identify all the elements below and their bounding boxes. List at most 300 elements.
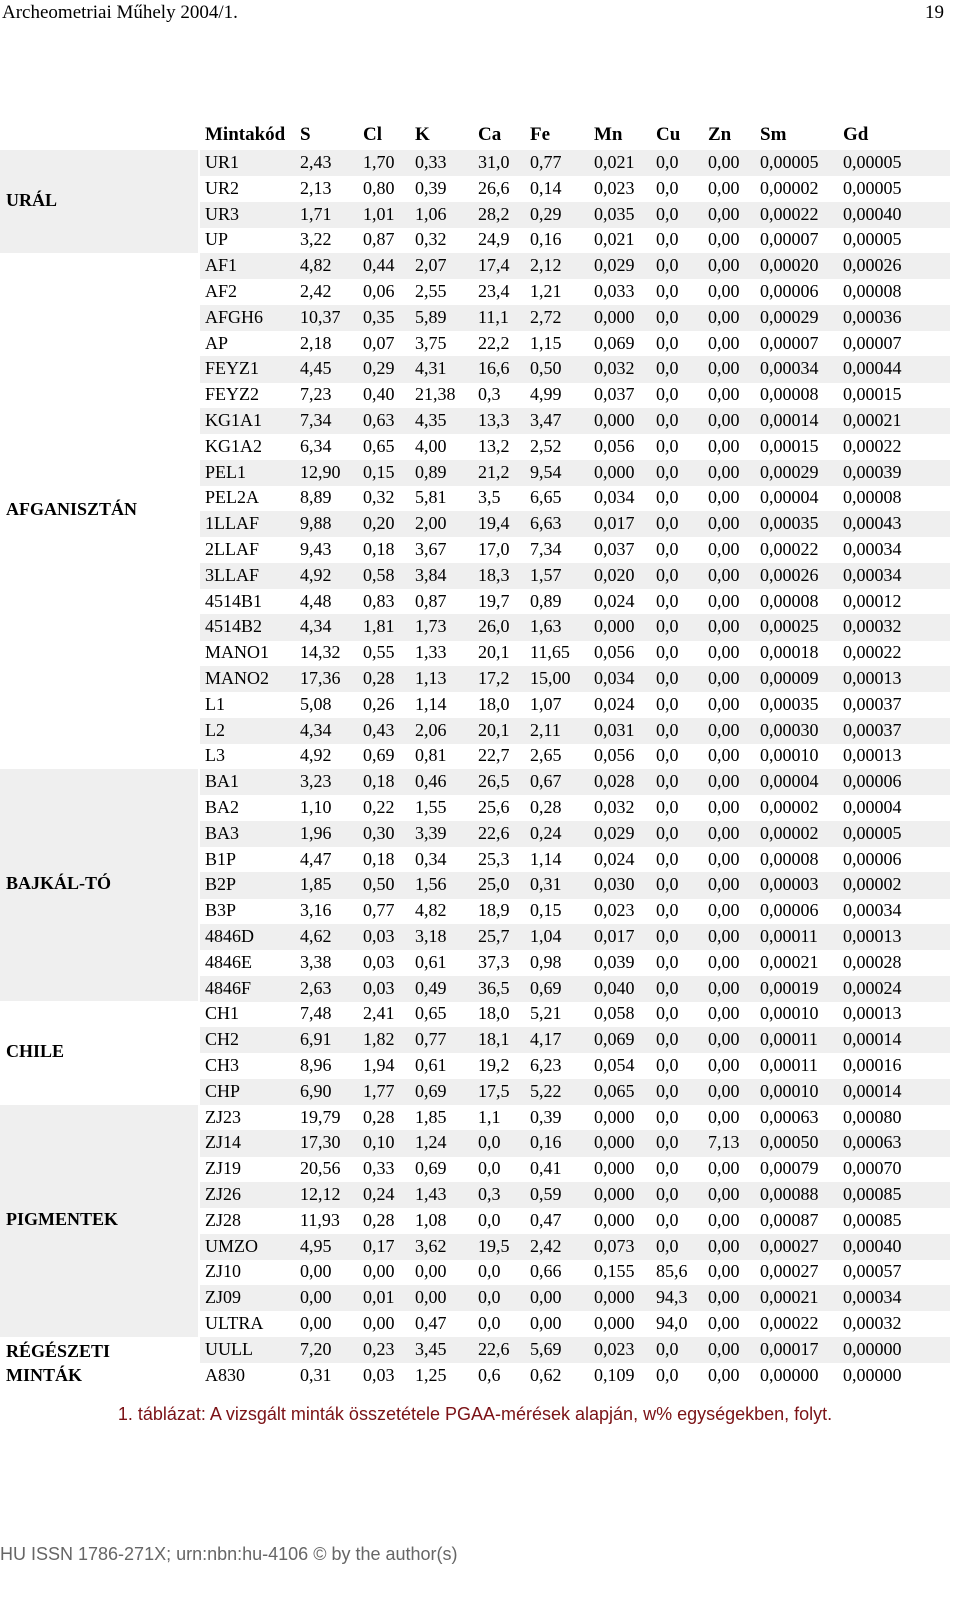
- cell-zn: 0,00: [708, 1080, 740, 1101]
- cell-fe: 0,50: [530, 358, 562, 379]
- cell-k: 0,69: [415, 1158, 447, 1179]
- cell-fe: 1,04: [530, 926, 562, 946]
- cell-mn: 0,034: [594, 487, 635, 508]
- cell-sm: 0,00063: [760, 1106, 819, 1127]
- cell-s: 7,20: [300, 1338, 332, 1359]
- cell-zn: 0,00: [708, 848, 740, 869]
- cell-mn: 0,056: [594, 642, 635, 663]
- cell-s: 6,34: [300, 435, 332, 456]
- cell-mn: 0,000: [594, 1287, 635, 1308]
- cell-sm: 0,00079: [760, 1158, 819, 1179]
- cell-fe: 1,15: [530, 332, 562, 353]
- table-row: [200, 511, 950, 537]
- cell-zn: 0,00: [708, 229, 740, 250]
- group-label-text: RÉGÉSZETI MINTÁK: [6, 1340, 111, 1385]
- cell-s: 20,56: [300, 1158, 341, 1179]
- table-row: [200, 692, 950, 718]
- cell-ca: 13,2: [478, 435, 510, 456]
- table-row: [200, 924, 950, 950]
- cell-s: 3,16: [300, 900, 332, 921]
- column-header-k: K: [415, 124, 430, 145]
- cell-fe: 0,00: [530, 1313, 562, 1333]
- cell-code: ZJ14: [205, 1132, 241, 1153]
- table-row: [200, 1079, 950, 1105]
- cell-ca: 23,4: [478, 281, 510, 301]
- table-row: [200, 150, 950, 176]
- cell-s: 1,71: [300, 203, 332, 224]
- cell-k: 0,81: [415, 745, 447, 766]
- cell-gd: 0,00007: [843, 332, 902, 353]
- cell-code: CH3: [205, 1055, 240, 1075]
- cell-code: L2: [205, 719, 225, 740]
- cell-zn: 0,00: [708, 564, 740, 585]
- cell-k: 2,00: [415, 513, 447, 534]
- cell-code: KG1A2: [205, 435, 262, 456]
- cell-zn: 0,00: [708, 410, 740, 430]
- cell-k: 0,65: [415, 1003, 447, 1024]
- cell-ca: 19,4: [478, 513, 510, 534]
- cell-fe: 6,65: [530, 487, 562, 508]
- table-row: [200, 872, 950, 898]
- group-label-text: BAJKÁL-TÓ: [6, 873, 112, 894]
- cell-fe: 4,17: [530, 1029, 562, 1050]
- cell-ca: 19,7: [478, 590, 510, 611]
- cell-fe: 0,89: [530, 590, 562, 611]
- cell-sm: 0,00020: [760, 255, 819, 276]
- table-row: [200, 253, 950, 279]
- cell-sm: 0,00025: [760, 616, 819, 637]
- cell-sm: 0,00009: [760, 668, 819, 688]
- cell-cl: 0,80: [363, 177, 395, 198]
- cell-mn: 0,023: [594, 1338, 635, 1359]
- cell-cl: 0,03: [363, 1364, 395, 1385]
- cell-zn: 0,00: [708, 590, 740, 611]
- cell-code: ZJ23: [205, 1106, 241, 1127]
- cell-gd: 0,00006: [843, 848, 902, 869]
- cell-cl: 1,70: [363, 152, 395, 172]
- cell-fe: 11,65: [530, 642, 570, 663]
- cell-code: BA1: [205, 771, 240, 792]
- cell-mn: 0,037: [594, 539, 635, 559]
- cell-s: 4,34: [300, 719, 332, 740]
- cell-cu: 0,0: [656, 177, 679, 198]
- cell-s: 0,31: [300, 1364, 332, 1385]
- cell-mn: 0,029: [594, 822, 635, 843]
- cell-gd: 0,00040: [843, 1235, 902, 1256]
- cell-fe: 0,39: [530, 1106, 562, 1127]
- cell-gd: 0,00037: [843, 693, 902, 714]
- cell-k: 1,06: [415, 203, 447, 224]
- cell-code: AF1: [205, 255, 238, 276]
- cell-zn: 0,00: [708, 668, 740, 688]
- cell-zn: 0,00: [708, 1364, 740, 1385]
- cell-gd: 0,00034: [843, 564, 902, 585]
- cell-mn: 0,031: [594, 719, 635, 740]
- group-label-text: AFGANISZTÁN: [6, 499, 138, 520]
- table-row: [200, 1363, 950, 1389]
- cell-code: UR2: [205, 177, 240, 198]
- cell-gd: 0,00013: [843, 926, 902, 946]
- cell-gd: 0,00016: [843, 1055, 902, 1075]
- cell-fe: 5,69: [530, 1338, 562, 1359]
- table-row: [200, 1234, 950, 1260]
- cell-gd: 0,00085: [843, 1209, 902, 1230]
- cell-cl: 0,28: [363, 1106, 395, 1127]
- cell-sm: 0,00007: [760, 229, 819, 250]
- column-header-s: S: [300, 124, 311, 145]
- cell-code: UR1: [205, 152, 240, 172]
- cell-gd: 0,00006: [843, 771, 902, 792]
- cell-zn: 0,00: [708, 358, 740, 379]
- cell-zn: 0,00: [708, 719, 740, 740]
- cell-code: CHP: [205, 1080, 241, 1101]
- cell-gd: 0,00008: [843, 487, 902, 508]
- cell-k: 0,47: [415, 1313, 447, 1333]
- cell-s: 17,36: [300, 668, 341, 688]
- cell-ca: 3,5: [478, 487, 501, 508]
- cell-ca: 0,0: [478, 1287, 501, 1308]
- table-row: [200, 382, 950, 408]
- cell-sm: 0,00022: [760, 1313, 819, 1333]
- table-row: [200, 227, 950, 253]
- cell-fe: 3,47: [530, 410, 562, 430]
- cell-cu: 0,0: [656, 152, 679, 172]
- cell-ca: 31,0: [478, 152, 510, 172]
- cell-cu: 0,0: [656, 1235, 679, 1256]
- cell-fe: 0,31: [530, 874, 562, 895]
- cell-s: 7,34: [300, 410, 332, 430]
- cell-sm: 0,00029: [760, 461, 819, 482]
- cell-ca: 25,7: [478, 926, 510, 946]
- cell-mn: 0,000: [594, 1132, 635, 1153]
- cell-code: 4846F: [205, 977, 252, 998]
- cell-ca: 1,1: [478, 1106, 501, 1127]
- cell-zn: 0,00: [708, 900, 740, 921]
- cell-cl: 0,17: [363, 1235, 395, 1256]
- cell-s: 12,90: [300, 461, 341, 482]
- cell-cl: 0,55: [363, 642, 395, 663]
- cell-mn: 0,024: [594, 590, 635, 611]
- table-row: [200, 1285, 950, 1311]
- cell-cl: 0,43: [363, 719, 395, 740]
- column-header-code: Mintakód: [205, 124, 286, 145]
- cell-fe: 0,69: [530, 977, 562, 998]
- cell-code: BA3: [205, 822, 240, 843]
- cell-code: UR3: [205, 203, 240, 224]
- cell-fe: 0,24: [530, 822, 562, 843]
- cell-cl: 0,23: [363, 1338, 395, 1359]
- cell-fe: 0,16: [530, 1132, 562, 1153]
- cell-s: 17,30: [300, 1132, 341, 1153]
- cell-code: AFGH6: [205, 306, 264, 327]
- table-row: [200, 950, 950, 976]
- cell-zn: 0,00: [708, 487, 740, 508]
- cell-s: 2,13: [300, 177, 332, 198]
- table-row: [200, 563, 950, 589]
- cell-cl: 1,77: [363, 1080, 395, 1101]
- cell-mn: 0,000: [594, 1106, 635, 1127]
- table-column-header: [0, 124, 950, 150]
- cell-cu: 0,0: [656, 1184, 679, 1204]
- cell-cu: 0,0: [656, 926, 679, 946]
- cell-s: 12,12: [300, 1184, 341, 1204]
- cell-sm: 0,00011: [760, 1055, 818, 1075]
- cell-gd: 0,00005: [843, 822, 902, 843]
- cell-code: 4846E: [205, 951, 252, 972]
- cell-k: 1,08: [415, 1209, 447, 1230]
- table-row: [200, 1259, 950, 1285]
- cell-fe: 0,62: [530, 1364, 562, 1385]
- cell-cl: 0,58: [363, 564, 395, 585]
- cell-sm: 0,00035: [760, 513, 819, 534]
- cell-gd: 0,00063: [843, 1132, 902, 1153]
- cell-ca: 19,2: [478, 1055, 510, 1075]
- table-row: [200, 202, 950, 228]
- cell-cl: 0,00: [363, 1313, 395, 1333]
- cell-cl: 0,10: [363, 1132, 395, 1153]
- cell-cl: 0,69: [363, 745, 395, 766]
- cell-cl: 0,28: [363, 1209, 395, 1230]
- cell-code: PEL1: [205, 461, 247, 482]
- cell-zn: 0,00: [708, 1287, 740, 1308]
- cell-s: 2,18: [300, 332, 332, 353]
- cell-ca: 17,5: [478, 1080, 510, 1101]
- cell-ca: 16,6: [478, 358, 510, 379]
- cell-s: 4,48: [300, 590, 332, 611]
- cell-ca: 22,7: [478, 745, 510, 766]
- cell-cu: 85,6: [656, 1261, 688, 1282]
- cell-ca: 0,0: [478, 1158, 501, 1179]
- cell-gd: 0,00026: [843, 255, 902, 276]
- table-row: [200, 176, 950, 202]
- cell-sm: 0,00004: [760, 771, 819, 792]
- cell-cl: 0,18: [363, 539, 395, 559]
- cell-mn: 0,021: [594, 229, 635, 250]
- cell-ca: 18,0: [478, 1003, 510, 1024]
- cell-cl: 0,03: [363, 977, 395, 998]
- cell-ca: 21,2: [478, 461, 510, 482]
- cell-cl: 0,01: [363, 1287, 395, 1308]
- cell-s: 4,82: [300, 255, 332, 276]
- cell-s: 8,89: [300, 487, 332, 508]
- page-footer: HU ISSN 1786-271X; urn:nbn:hu-4106 © by the author(s): [0, 1544, 458, 1564]
- cell-ca: 0,0: [478, 1132, 501, 1153]
- table-row: [200, 718, 950, 744]
- cell-s: 0,00: [300, 1287, 332, 1308]
- cell-zn: 0,00: [708, 926, 740, 946]
- cell-k: 0,77: [415, 1029, 447, 1050]
- cell-sm: 0,00010: [760, 745, 819, 766]
- table-row: [200, 614, 950, 640]
- cell-s: 3,23: [300, 771, 332, 792]
- cell-code: ZJ26: [205, 1184, 241, 1204]
- cell-ca: 37,3: [478, 951, 510, 972]
- cell-sm: 0,00015: [760, 435, 819, 456]
- cell-zn: 0,00: [708, 874, 740, 895]
- cell-zn: 0,00: [708, 1313, 740, 1333]
- cell-cu: 0,0: [656, 410, 679, 430]
- cell-fe: 1,14: [530, 848, 562, 869]
- cell-zn: 0,00: [708, 1158, 740, 1179]
- cell-s: 11,93: [300, 1209, 340, 1230]
- cell-cu: 0,0: [656, 616, 679, 637]
- cell-zn: 7,13: [708, 1132, 740, 1153]
- cell-sm: 0,00002: [760, 822, 819, 843]
- cell-fe: 2,11: [530, 719, 561, 740]
- cell-gd: 0,00034: [843, 900, 902, 921]
- cell-fe: 0,28: [530, 797, 562, 817]
- cell-k: 21,38: [415, 384, 456, 405]
- cell-k: 0,89: [415, 461, 447, 482]
- cell-zn: 0,00: [708, 642, 740, 663]
- cell-sm: 0,00029: [760, 306, 819, 327]
- cell-cu: 0,0: [656, 900, 679, 921]
- cell-k: 3,39: [415, 822, 447, 843]
- cell-ca: 24,9: [478, 229, 510, 250]
- column-header-fe: Fe: [530, 124, 551, 145]
- cell-cl: 0,18: [363, 771, 395, 792]
- cell-code: ZJ19: [205, 1158, 241, 1179]
- table-row: [200, 1053, 950, 1079]
- cell-fe: 1,57: [530, 564, 562, 585]
- cell-gd: 0,00036: [843, 306, 902, 327]
- table-row: [200, 331, 950, 357]
- cell-cu: 0,0: [656, 1080, 679, 1101]
- cell-zn: 0,00: [708, 1029, 740, 1050]
- cell-s: 4,34: [300, 616, 332, 637]
- cell-code: MANO2: [205, 668, 270, 688]
- cell-cu: 0,0: [656, 513, 679, 534]
- cell-s: 7,48: [300, 1003, 332, 1024]
- cell-mn: 0,000: [594, 1209, 635, 1230]
- cell-cl: 0,63: [363, 410, 395, 430]
- cell-k: 3,84: [415, 564, 447, 585]
- cell-gd: 0,00013: [843, 745, 902, 766]
- cell-gd: 0,00005: [843, 152, 902, 172]
- cell-cu: 0,0: [656, 203, 679, 224]
- cell-zn: 0,00: [708, 1338, 740, 1359]
- cell-code: L3: [205, 745, 225, 766]
- cell-s: 4,92: [300, 564, 332, 585]
- cell-k: 0,49: [415, 977, 447, 998]
- cell-cl: 1,01: [363, 203, 395, 224]
- cell-mn: 0,037: [594, 384, 635, 405]
- cell-mn: 0,023: [594, 177, 635, 198]
- table-row: [200, 1027, 950, 1053]
- cell-sm: 0,00008: [760, 384, 819, 405]
- table-row: [200, 1208, 950, 1234]
- cell-cu: 0,0: [656, 281, 679, 301]
- cell-zn: 0,00: [708, 255, 740, 276]
- cell-s: 5,08: [300, 693, 332, 714]
- cell-cu: 0,0: [656, 977, 679, 998]
- cell-zn: 0,00: [708, 384, 740, 405]
- group-label-text: CHILE: [6, 1041, 65, 1062]
- column-header-sm: Sm: [760, 124, 787, 145]
- cell-sm: 0,00008: [760, 848, 819, 869]
- cell-zn: 0,00: [708, 513, 740, 534]
- cell-gd: 0,00043: [843, 513, 902, 534]
- cell-ca: 17,0: [478, 539, 510, 559]
- cell-sm: 0,00010: [760, 1003, 819, 1024]
- cell-fe: 7,34: [530, 539, 562, 559]
- cell-cl: 1,82: [363, 1029, 395, 1050]
- cell-code: MANO1: [205, 642, 270, 663]
- cell-sm: 0,00004: [760, 487, 819, 508]
- cell-cl: 0,03: [363, 926, 395, 946]
- cell-ca: 20,1: [478, 642, 510, 663]
- cell-zn: 0,00: [708, 977, 740, 998]
- cell-cl: 0,06: [363, 281, 395, 301]
- cell-k: 0,61: [415, 951, 447, 972]
- cell-sm: 0,00087: [760, 1209, 819, 1230]
- cell-code: FEYZ2: [205, 384, 259, 405]
- table-row: [200, 1130, 950, 1156]
- cell-cl: 0,26: [363, 693, 395, 714]
- cell-sm: 0,00018: [760, 642, 819, 663]
- cell-mn: 0,021: [594, 152, 635, 172]
- cell-fe: 2,42: [530, 1235, 562, 1256]
- cell-s: 1,10: [300, 797, 332, 817]
- cell-code: UMZO: [205, 1235, 258, 1256]
- column-header-gd: Gd: [843, 124, 869, 145]
- cell-gd: 0,00013: [843, 668, 902, 688]
- cell-gd: 0,00012: [843, 590, 902, 611]
- cell-sm: 0,00021: [760, 951, 819, 972]
- cell-k: 2,55: [415, 281, 447, 301]
- cell-sm: 0,00014: [760, 410, 819, 430]
- cell-mn: 0,073: [594, 1235, 635, 1256]
- cell-sm: 0,00034: [760, 358, 819, 379]
- cell-sm: 0,00006: [760, 281, 819, 301]
- group-label: [0, 253, 198, 769]
- cell-code: 1LLAF: [205, 513, 259, 534]
- cell-fe: 0,77: [530, 152, 562, 172]
- cell-cu: 0,0: [656, 822, 679, 843]
- cell-k: 0,39: [415, 177, 447, 198]
- column-header-mn: Mn: [594, 124, 623, 145]
- cell-gd: 0,00032: [843, 1313, 902, 1333]
- cell-gd: 0,00070: [843, 1158, 902, 1179]
- cell-k: 1,13: [415, 668, 447, 688]
- cell-k: 0,34: [415, 848, 447, 869]
- cell-mn: 0,000: [594, 461, 635, 482]
- cell-s: 0,00: [300, 1313, 332, 1333]
- cell-k: 2,06: [415, 719, 447, 740]
- cell-mn: 0,023: [594, 900, 635, 921]
- cell-cu: 0,0: [656, 668, 679, 688]
- cell-fe: 0,67: [530, 771, 562, 792]
- cell-cu: 0,0: [656, 693, 679, 714]
- cell-sm: 0,00030: [760, 719, 819, 740]
- cell-mn: 0,000: [594, 410, 635, 430]
- cell-ca: 22,6: [478, 1338, 510, 1359]
- cell-cl: 0,87: [363, 229, 395, 250]
- cell-code: 4514B1: [205, 590, 263, 611]
- cell-s: 2,42: [300, 281, 332, 301]
- cell-fe: 2,72: [530, 306, 562, 327]
- cell-k: 0,46: [415, 771, 447, 792]
- cell-cl: 0,65: [363, 435, 395, 456]
- cell-cu: 0,0: [656, 1003, 679, 1024]
- cell-ca: 18,3: [478, 564, 510, 585]
- cell-cu: 0,0: [656, 797, 679, 817]
- cell-cl: 0,28: [363, 668, 395, 688]
- cell-gd: 0,00015: [843, 384, 902, 405]
- cell-zn: 0,00: [708, 1184, 740, 1204]
- cell-cl: 0,33: [363, 1158, 395, 1179]
- cell-gd: 0,00022: [843, 435, 902, 456]
